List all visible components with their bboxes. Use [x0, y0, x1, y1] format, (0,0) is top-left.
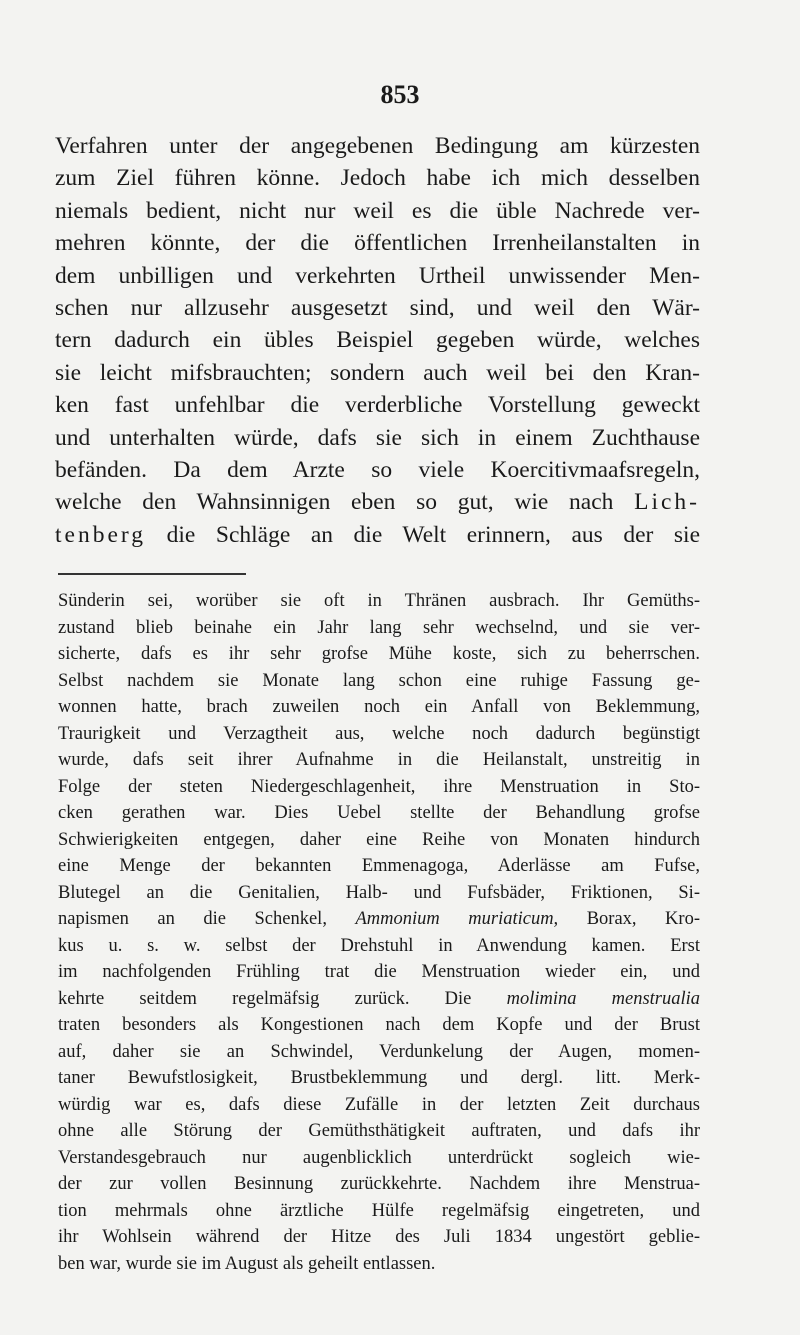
- italic-term: Ammonium muriaticum,: [355, 909, 559, 929]
- text-line: dem unbilligen und verkehrten Urtheil unwissender Men-: [55, 262, 700, 289]
- footnote-line: Sünderin sei, worüber sie oft in Thränen ausbrach. Ihr Gemüths-: [58, 591, 700, 611]
- italic-term: molimina menstrualia: [506, 988, 701, 1009]
- footnote-rule: [58, 573, 246, 575]
- footnote-line: Blutegel an die Genitalien, Halb- und Fufsbäder, Friktionen, Si-: [58, 882, 700, 903]
- text-line: Verfahren unter der angegebenen Bedingung am kürzesten: [55, 133, 700, 159]
- page-number: 853: [380, 80, 420, 109]
- spaced-name: tenberg: [55, 521, 147, 548]
- text-line: tern dadurch ein übles Beispiel gegeben würde, welches: [55, 327, 700, 354]
- footnote-line: traten besonders als Kongestionen nach dem Kopfe und der Brust: [58, 1015, 700, 1035]
- text-fragment: welche den Wahnsinnigen eben so gut, wie nach: [55, 489, 614, 516]
- text-line: schen nur allzusehr ausgesetzt sind, und weil den Wär-: [55, 295, 700, 322]
- footnote-line: ihr Wohlsein während der Hitze des Juli 1834 ungestört geblie-: [58, 1227, 700, 1247]
- text-line: [55, 519, 700, 551]
- footnote-line: tion mehrmals ohne ärztliche Hülfe regelmäfsig eingetreten, und: [58, 1200, 700, 1221]
- text-fragment: napismen an die Schenkel,: [58, 909, 327, 929]
- text-line: [55, 486, 700, 518]
- footnote-line: sicherte, dafs es ihr sehr grofse Mühe koste, sich zu beherrschen.: [58, 644, 700, 664]
- text-line: befänden. Da dem Arzte so viele Koercitivmaafsregeln,: [55, 457, 700, 484]
- footnote-line: zustand blieb beinahe ein Jahr lang sehr wechselnd, und sie ver-: [58, 617, 700, 638]
- text-fragment: die Schläge an die Welt erinnern, aus der sie: [166, 521, 700, 548]
- footnote-line: eine Menge der bekannten Emmenagoga, Aderlässe am Fufse,: [58, 856, 700, 876]
- footnote-line: Traurigkeit und Verzagtheit aus, welche noch dadurch begünstigt: [58, 723, 700, 744]
- text-fragment: Borax, Kro-: [586, 909, 700, 929]
- footnote-line: wonnen hatte, brach zuweilen noch ein Anfall von Beklemmung,: [58, 697, 700, 717]
- footnote-line: [58, 986, 700, 1013]
- text-line: mehren könnte, der die öffentlichen Irrenheilanstalten in: [55, 230, 700, 257]
- text-fragment: kehrte seitdem regelmäfsig zurück. Die: [58, 988, 472, 1009]
- text-line: niemals bedient, nicht nur weil es die üble Nachrede ver-: [55, 197, 700, 224]
- footnote-line: kus u. s. w. selbst der Drehstuhl in Anwendung kamen. Erst: [58, 935, 700, 956]
- footnote-line: Schwierigkeiten entgegen, daher eine Reihe von Monaten hindurch: [58, 829, 700, 850]
- footnote-line: der zur vollen Besinnung zurückkehrte. Nachdem ihre Menstrua-: [58, 1174, 700, 1194]
- footnote-line: Verstandesgebrauch nur augenblicklich unterdrückt sogleich wie-: [58, 1147, 700, 1168]
- footnote-line: cken gerathen war. Dies Uebel stellte der Behandlung grofse: [58, 803, 700, 823]
- text-line: sie leicht mifsbrauchten; sondern auch weil bei den Kran-: [55, 359, 700, 386]
- footnote-line: Folge der steten Niedergeschlagenheit, ihre Menstruation in Sto-: [58, 776, 700, 797]
- footnote-line: ben war, wurde sie im August als geheilt entlassen.: [58, 1253, 436, 1274]
- text-line: zum Ziel führen könne. Jedoch habe ich mich desselben: [55, 165, 700, 192]
- footnote-line: im nachfolgenden Frühling trat die Menstruation wieder ein, und: [58, 962, 700, 982]
- footnote-line: ohne alle Störung der Gemüthsthätigkeit auftraten, und dafs ihr: [58, 1121, 700, 1141]
- footnote-line: auf, daher sie an Schwindel, Verdunkelung der Augen, momen-: [58, 1041, 700, 1062]
- main-text: [55, 130, 700, 551]
- footnote-line: würdig war es, dafs diese Zufälle in der letzten Zeit durchaus: [58, 1094, 700, 1115]
- text-line: und unterhalten würde, dafs sie sich in einem Zuchthause: [55, 424, 700, 451]
- footnote-line: wurde, dafs seit ihrer Aufnahme in die Heilanstalt, unstreitig in: [58, 750, 700, 770]
- footnote-line: [58, 906, 700, 933]
- footnote: [58, 588, 700, 1277]
- footnote-line: Selbst nachdem sie Monate lang schon eine ruhige Fassung ge-: [58, 670, 700, 691]
- footnote-line: taner Bewufstlosigkeit, Brustbeklemmung und dergl. litt. Merk-: [58, 1068, 700, 1088]
- text-line: ken fast unfehlbar die verderbliche Vorstellung geweckt: [55, 392, 700, 419]
- spaced-name: Lich-: [634, 489, 700, 516]
